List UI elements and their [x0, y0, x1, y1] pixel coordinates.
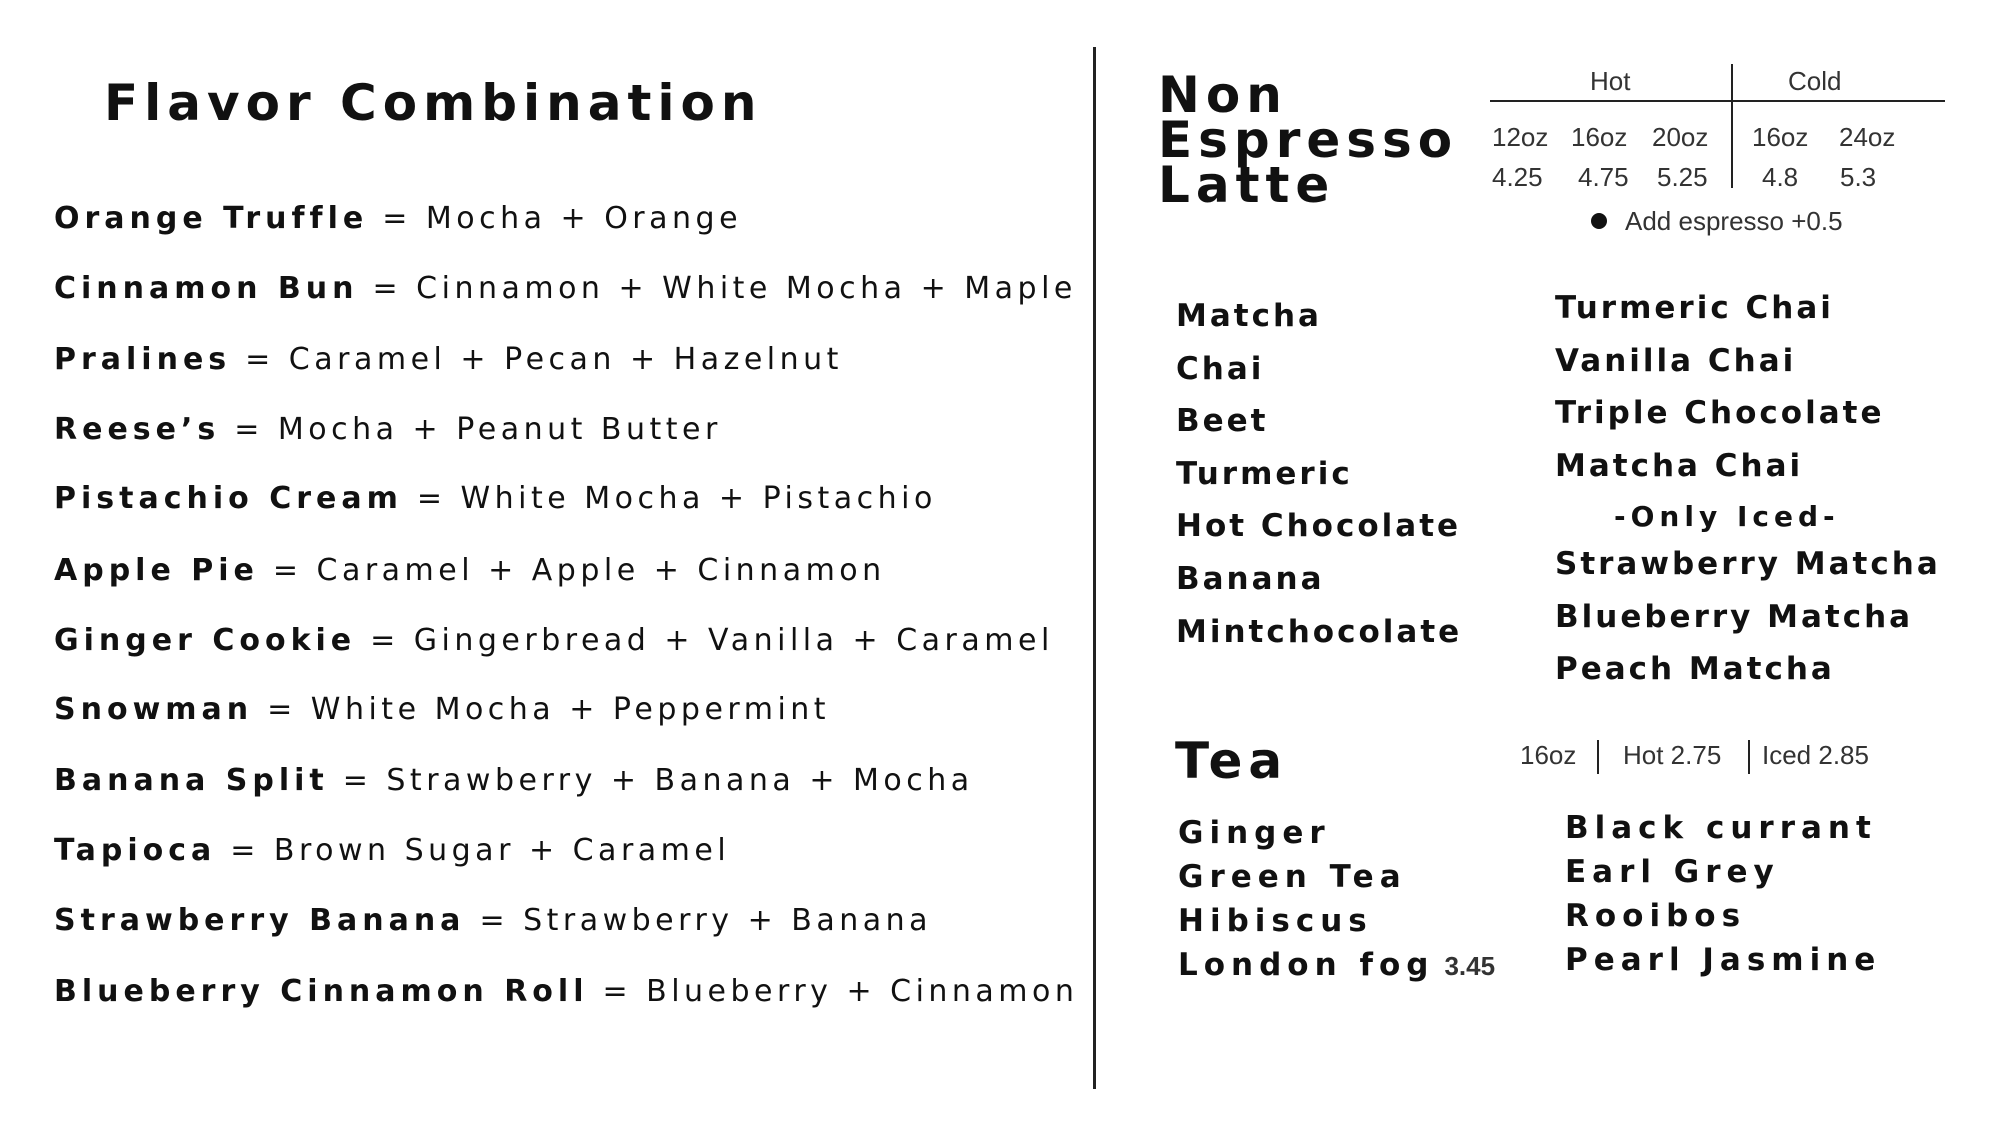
- equals-sign: =: [234, 412, 264, 447]
- latte-item-peach-matcha: Peach Matcha: [1555, 651, 1835, 688]
- flavor-combination-row: [54, 342, 843, 377]
- tea-item-rooibos: Rooibos: [1565, 898, 1747, 934]
- flavor-combination-row: [54, 412, 722, 447]
- flavor-name: Strawberry Banana: [54, 903, 466, 938]
- tea-size: 16oz: [1520, 740, 1577, 770]
- tea-item-pearl-jasmine: Pearl Jasmine: [1565, 942, 1882, 978]
- equals-sign: =: [370, 623, 400, 658]
- tea-item-ginger: [1178, 815, 1331, 851]
- only-iced-label: -Only Iced-: [1614, 500, 1840, 533]
- non-espresso-title-line-2: Espresso: [1158, 111, 1459, 169]
- flavor-recipe: Caramel + Pecan + Hazelnut: [288, 342, 843, 377]
- flavor-combination-row: [54, 553, 886, 588]
- flavor-name: Ginger Cookie: [54, 623, 357, 658]
- latte-item-strawberry-matcha: Strawberry Matcha: [1555, 546, 1941, 582]
- tea-item-earl-grey: Earl Grey: [1565, 854, 1780, 890]
- non-espresso-title-line-3: Latte: [1158, 156, 1336, 214]
- latte-item-beet: Beet: [1176, 403, 1269, 440]
- equals-sign: =: [416, 481, 447, 516]
- equals-sign: =: [272, 553, 303, 588]
- flavor-recipe: Strawberry + Banana + Mocha: [386, 763, 974, 798]
- hot-size-16oz: 16oz: [1571, 122, 1628, 152]
- tea-item-green-tea: [1178, 859, 1407, 895]
- tea-item-label: Hibiscus: [1178, 903, 1373, 939]
- flavor-combination-row: [54, 692, 830, 727]
- tea-item-label: Green Tea: [1178, 859, 1407, 895]
- equals-sign: =: [382, 201, 412, 236]
- flavor-combination-row: [54, 481, 937, 516]
- flavor-recipe: Gingerbread + Vanilla + Caramel: [413, 623, 1054, 658]
- tea-item-label: Ginger: [1178, 815, 1331, 851]
- hot-price-20oz: 5.25: [1657, 162, 1708, 192]
- flavor-combination-row: [54, 903, 932, 938]
- flavor-combination-row: [54, 763, 974, 798]
- latte-item-vanilla-chai: Vanilla Chai: [1555, 342, 1797, 379]
- hot-header: Hot: [1590, 66, 1631, 96]
- flavor-recipe: White Mocha + Peppermint: [310, 692, 831, 727]
- latte-item-turmeric: Turmeric: [1176, 455, 1353, 492]
- flavor-combination-row: [54, 201, 742, 236]
- cold-size-16oz: 16oz: [1752, 122, 1809, 152]
- flavor-name: Pistachio Cream: [54, 481, 403, 516]
- tea-item-london-fog: [1178, 947, 1495, 983]
- flavor-recipe: Cinnamon + White Mocha + Maple: [416, 271, 1077, 306]
- equals-sign: =: [342, 763, 373, 798]
- flavor-recipe: Mocha + Peanut Butter: [277, 412, 722, 447]
- flavor-recipe: Blueberry + Cinnamon: [646, 974, 1079, 1009]
- cold-price-24oz: 5.3: [1840, 162, 1877, 192]
- flavor-name: Banana Split: [54, 763, 329, 798]
- flavor-name: Tapioca: [54, 833, 217, 868]
- tea-title: Tea: [1175, 732, 1289, 790]
- price-table-hot-cold-divider: [1731, 64, 1733, 188]
- flavor-name: Apple Pie: [54, 553, 259, 588]
- latte-item-chai: Chai: [1176, 350, 1265, 387]
- flavor-name: Cinnamon Bun: [54, 271, 359, 306]
- hot-price-16oz: 4.75: [1578, 162, 1629, 192]
- tea-item-hibiscus: [1178, 903, 1373, 939]
- latte-item-matcha: Matcha: [1176, 298, 1322, 334]
- tea-hot-price: Hot 2.75: [1623, 740, 1722, 770]
- add-espresso-note: Add espresso +0.5: [1625, 206, 1843, 236]
- tea-price-divider-1: [1597, 740, 1599, 774]
- cold-header: Cold: [1788, 66, 1842, 96]
- cold-size-24oz: 24oz: [1839, 122, 1896, 152]
- flavor-name: Reese’s: [54, 412, 221, 447]
- flavor-recipe: Strawberry + Banana: [523, 903, 933, 938]
- hot-size-20oz: 20oz: [1652, 122, 1709, 152]
- cold-price-16oz: 4.8: [1762, 162, 1799, 192]
- price-table-header-rule: [1490, 100, 1945, 102]
- flavor-name: Snowman: [54, 692, 254, 727]
- flavor-combination-row: [54, 974, 1078, 1009]
- tea-iced-price: Iced 2.85: [1762, 740, 1869, 770]
- hot-size-12oz: 12oz: [1492, 122, 1549, 152]
- equals-sign: =: [267, 692, 297, 727]
- equals-sign: =: [245, 342, 275, 377]
- hot-price-12oz: 4.25: [1492, 162, 1543, 192]
- flavor-combination-title: Flavor Combination: [104, 74, 763, 132]
- equals-sign: =: [602, 974, 633, 1009]
- flavor-recipe: White Mocha + Pistachio: [460, 481, 937, 516]
- flavor-recipe: Caramel + Apple + Cinnamon: [316, 553, 886, 588]
- tea-item-label: London fog: [1178, 947, 1435, 983]
- equals-sign: =: [372, 271, 403, 306]
- tea-price-divider-2: [1748, 740, 1750, 774]
- equals-sign: =: [230, 833, 260, 868]
- latte-item-matcha-chai: Matcha Chai: [1555, 447, 1804, 484]
- flavor-recipe: Brown Sugar + Caramel: [273, 833, 731, 868]
- latte-item-triple-chocolate: Triple Chocolate: [1555, 395, 1885, 432]
- latte-item-banana: Banana: [1176, 561, 1325, 597]
- flavor-name: Pralines: [54, 342, 232, 377]
- column-divider: [1093, 47, 1096, 1089]
- latte-item-mintchocolate: Mintchocolate: [1176, 613, 1463, 650]
- flavor-combination-row: [54, 271, 1077, 306]
- flavor-name: Blueberry Cinnamon Roll: [54, 974, 589, 1009]
- equals-sign: =: [479, 903, 510, 938]
- london-fog-price: 3.45: [1444, 951, 1496, 981]
- flavor-name: Orange Truffle: [54, 201, 369, 236]
- latte-item-hot-chocolate: Hot Chocolate: [1176, 508, 1462, 545]
- bullet-icon: [1591, 213, 1607, 229]
- latte-item-blueberry-matcha: Blueberry Matcha: [1555, 598, 1914, 635]
- flavor-recipe: Mocha + Orange: [425, 201, 743, 236]
- latte-item-turmeric-chai: Turmeric Chai: [1555, 290, 1834, 326]
- flavor-combination-row: [54, 833, 730, 868]
- tea-item-black-currant: Black currant: [1565, 810, 1877, 846]
- non-espresso-title-line-1: Non: [1158, 66, 1288, 124]
- flavor-combination-row: [54, 623, 1054, 658]
